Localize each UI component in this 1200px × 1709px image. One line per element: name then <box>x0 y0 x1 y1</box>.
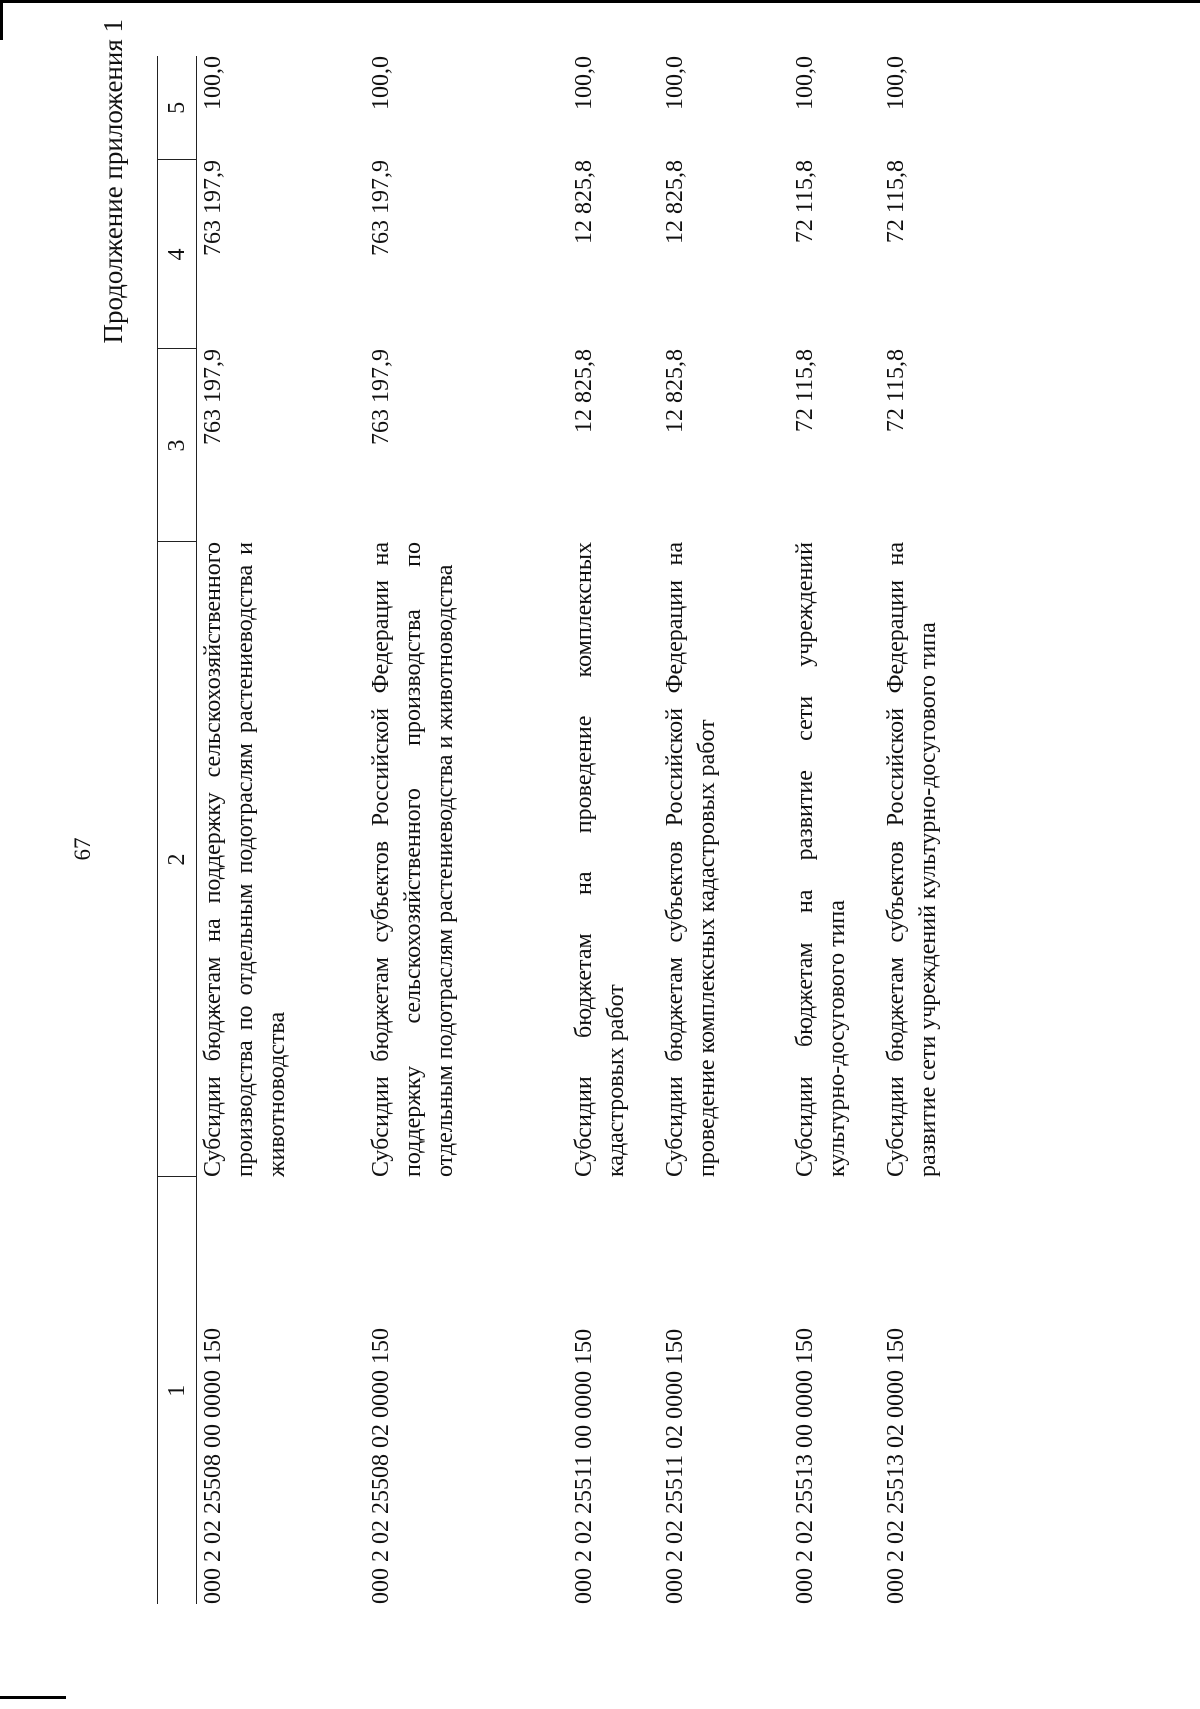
revenue-description: Субсидии бюджетам на поддержку сельскохозяйственного производства по отдельным подотраслям растениеводства и животноводства <box>200 542 290 1177</box>
execution-percent: 100,0 <box>662 56 688 110</box>
execution-percent: 100,0 <box>792 56 818 110</box>
budget-code: 000 2 02 25511 00 0000 150 <box>571 1328 597 1604</box>
planned-amount: 72 115,8 <box>883 349 909 433</box>
budget-code: 000 2 02 25511 02 0000 150 <box>662 1328 688 1604</box>
revenue-description: Субсидии бюджетам субъектов Российской Федерации на развитие сети учреждений культурно-досугового типа <box>883 542 941 1177</box>
budget-table <box>157 56 1010 1604</box>
executed-amount: 72 115,8 <box>792 160 818 244</box>
budget-code: 000 2 02 25508 02 0000 150 <box>368 1328 394 1604</box>
page-number: 67 <box>70 837 95 861</box>
table-row <box>365 56 568 1604</box>
table-header-row <box>158 56 197 1604</box>
table-row <box>197 56 366 1604</box>
executed-amount: 763 197,9 <box>200 160 226 256</box>
column-header-1: 1 <box>158 1177 197 1604</box>
revenue-description: Субсидии бюджетам субъектов Российской Федерации на поддержку сельскохозяйственного производства по отдельным подотраслям растениеводства и животноводства <box>368 542 458 1177</box>
execution-percent: 100,0 <box>368 56 394 110</box>
table-row <box>659 56 789 1604</box>
planned-amount: 763 197,9 <box>200 349 226 445</box>
execution-percent: 100,0 <box>200 56 226 110</box>
revenue-description: Субсидии бюджетам на проведение комплексных кадастровых работ <box>571 542 629 1177</box>
budget-code: 000 2 02 25513 00 0000 150 <box>792 1328 818 1604</box>
planned-amount: 12 825,8 <box>571 349 597 433</box>
table-row <box>568 56 659 1604</box>
planned-amount: 763 197,9 <box>368 349 394 445</box>
executed-amount: 12 825,8 <box>571 160 597 244</box>
column-header-2: 2 <box>158 542 197 1177</box>
executed-amount: 763 197,9 <box>368 160 394 256</box>
table-row <box>789 56 880 1604</box>
table-row <box>880 56 1010 1604</box>
planned-amount: 72 115,8 <box>792 349 818 433</box>
executed-amount: 12 825,8 <box>662 160 688 244</box>
planned-amount: 12 825,8 <box>662 349 688 433</box>
column-header-5: 5 <box>158 56 197 160</box>
revenue-description: Субсидии бюджетам на развитие сети учреждений культурно-досугового типа <box>792 542 850 1177</box>
execution-percent: 100,0 <box>571 56 597 110</box>
budget-code: 000 2 02 25508 00 0000 150 <box>200 1328 226 1604</box>
column-header-4: 4 <box>158 160 197 349</box>
budget-code: 000 2 02 25513 02 0000 150 <box>883 1328 909 1604</box>
execution-percent: 100,0 <box>883 56 909 110</box>
revenue-description: Субсидии бюджетам субъектов Российской Федерации на проведение комплексных кадастровых работ <box>662 542 720 1177</box>
appendix-continuation-note: Продолжение приложения 1 <box>98 19 128 344</box>
executed-amount: 72 115,8 <box>883 160 909 244</box>
column-header-3: 3 <box>158 349 197 542</box>
